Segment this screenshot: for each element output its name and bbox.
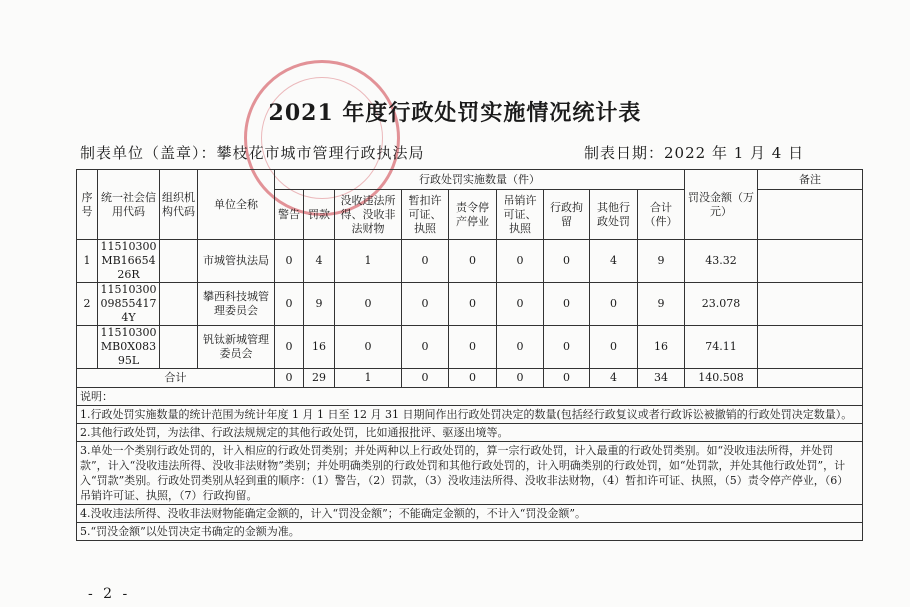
total-stop: 0 xyxy=(449,369,497,388)
cell-remark xyxy=(758,240,863,283)
total-revoke: 0 xyxy=(497,369,544,388)
total-suspend: 0 xyxy=(402,369,449,388)
cell-revoke: 0 xyxy=(497,283,544,326)
cell-detention: 0 xyxy=(544,240,590,283)
cell-unit-name: 攀西科技城管理委员会 xyxy=(198,283,275,326)
header-credit-code: 统一社会信用代码 xyxy=(98,170,160,240)
notes-heading: 说明： xyxy=(77,388,863,406)
cell-total: 16 xyxy=(638,326,685,369)
issue-date: 制表日期：2022 年 1 月 4 日 xyxy=(584,144,805,162)
header-row-1 xyxy=(77,170,863,190)
cell-total: 9 xyxy=(638,283,685,326)
cell-suspend: 0 xyxy=(402,326,449,369)
total-warning: 0 xyxy=(275,369,304,388)
cell-seq: 2 xyxy=(77,283,98,326)
cell-credit-code: 11510300MB1665426R xyxy=(98,240,160,283)
total-total: 34 xyxy=(638,369,685,388)
cell-unit-name: 钒钛新城管理委员会 xyxy=(198,326,275,369)
cell-revoke: 0 xyxy=(497,326,544,369)
cell-detention: 0 xyxy=(544,326,590,369)
totals-label: 合计 xyxy=(77,369,275,388)
cell-org-code xyxy=(160,283,198,326)
cell-detention: 0 xyxy=(544,283,590,326)
cell-seq xyxy=(77,326,98,369)
cell-suspend: 0 xyxy=(402,240,449,283)
page-title: 2021 年度行政处罚实施情况统计表 xyxy=(268,100,642,126)
cell-remark xyxy=(758,283,863,326)
note-5: 5.“罚没金额”以处罚决定书确定的金额为准。 xyxy=(77,523,863,541)
cell-credit-code: 11510300MB0X08395L xyxy=(98,326,160,369)
table-row xyxy=(77,240,863,283)
header-fine: 罚款 xyxy=(304,190,335,240)
cell-remark xyxy=(758,326,863,369)
note-2: 2.其他行政处罚，为法律、行政法规规定的其他行政处罚，比如通报批评、驱逐出境等。 xyxy=(77,424,863,442)
header-confiscate: 没收违法所得、没收非法财物 xyxy=(335,190,402,240)
total-remark xyxy=(758,369,863,388)
header-amount: 罚没金额（万元） xyxy=(685,170,758,240)
header-detention: 行政拘留 xyxy=(544,190,590,240)
cell-credit-code: 11510300098554174Y xyxy=(98,283,160,326)
note-row xyxy=(77,442,863,505)
cell-fine: 16 xyxy=(304,326,335,369)
cell-stop: 0 xyxy=(449,326,497,369)
total-amount: 140.508 xyxy=(685,369,758,388)
cell-confiscate: 1 xyxy=(335,240,402,283)
cell-org-code xyxy=(160,240,198,283)
totals-row xyxy=(77,369,863,388)
cell-amount: 43.32 xyxy=(685,240,758,283)
total-confiscate: 1 xyxy=(335,369,402,388)
cell-stop: 0 xyxy=(449,240,497,283)
note-row xyxy=(77,406,863,424)
cell-revoke: 0 xyxy=(497,240,544,283)
cell-amount: 74.11 xyxy=(685,326,758,369)
note-1: 1.行政处罚实施数量的统计范围为统计年度 1 月 1 日至 12 月 31 日期间作出行政处罚决定的数量(包括经行政复议或者行政诉讼被撤销的行政处罚决定数量）。 xyxy=(77,406,863,424)
cell-org-code xyxy=(160,326,198,369)
cell-seq: 1 xyxy=(77,240,98,283)
total-fine: 29 xyxy=(304,369,335,388)
note-3: 3.单处一个类别行政处罚的，计入相应的行政处罚类别；并处两种以上行政处罚的，算一宗行政处罚，计入最重的行政处罚类别。如“没收违法所得，并处罚款”，计入“没收违法所得、没收非法财物”类别；并处明确类别的行政处罚和其他行政处罚的，计入明确类别的行政处罚，如“处罚款，并处其他行政处罚”，计入“罚款”类别。行政处罚类别从轻到重的顺序：（1）警告，（2）罚款，（3）没收违法所得、没收非法财物，（4）暂扣许可证、执照，（5）责令停产停业，（6）吊销许可证、执照，（7）行政拘留。 xyxy=(77,442,863,505)
cell-other: 0 xyxy=(590,326,638,369)
note-row xyxy=(77,424,863,442)
total-detention: 0 xyxy=(544,369,590,388)
header-penalty-group: 行政处罚实施数量（件） xyxy=(275,170,685,190)
note-row xyxy=(77,523,863,541)
header-unit-name: 单位全称 xyxy=(198,170,275,240)
table-row xyxy=(77,283,863,326)
header-org-code: 组织机构代码 xyxy=(160,170,198,240)
table-row xyxy=(77,326,863,369)
note-4: 4.没收违法所得、没收非法财物能确定金额的，计入“罚没金额”；不能确定金额的，不计入“罚没金额”。 xyxy=(77,505,863,523)
cell-fine: 4 xyxy=(304,240,335,283)
page-number: - 2 - xyxy=(88,586,131,602)
cell-warning: 0 xyxy=(275,240,304,283)
header-warning: 警告 xyxy=(275,190,304,240)
cell-total: 9 xyxy=(638,240,685,283)
statistics-table xyxy=(76,169,863,541)
note-row xyxy=(77,505,863,523)
header-seq: 序号 xyxy=(77,170,98,240)
cell-other: 4 xyxy=(590,240,638,283)
header-remark: 备注 xyxy=(758,170,863,190)
notes-heading-row xyxy=(77,388,863,406)
cell-warning: 0 xyxy=(275,283,304,326)
cell-fine: 9 xyxy=(304,283,335,326)
cell-confiscate: 0 xyxy=(335,326,402,369)
cell-amount: 23.078 xyxy=(685,283,758,326)
cell-other: 0 xyxy=(590,283,638,326)
header-remark-blank xyxy=(758,190,863,240)
header-total: 合计（件） xyxy=(638,190,685,240)
issuing-unit: 制表单位（盖章）：攀枝花市城市管理行政执法局 xyxy=(80,144,425,162)
cell-confiscate: 0 xyxy=(335,283,402,326)
cell-suspend: 0 xyxy=(402,283,449,326)
cell-stop: 0 xyxy=(449,283,497,326)
header-suspend: 暂扣许可证、执照 xyxy=(402,190,449,240)
header-stop: 责令停产停业 xyxy=(449,190,497,240)
header-revoke: 吊销许可证、执照 xyxy=(497,190,544,240)
header-other: 其他行政处罚 xyxy=(590,190,638,240)
cell-unit-name: 市城管执法局 xyxy=(198,240,275,283)
total-other: 4 xyxy=(590,369,638,388)
cell-warning: 0 xyxy=(275,326,304,369)
